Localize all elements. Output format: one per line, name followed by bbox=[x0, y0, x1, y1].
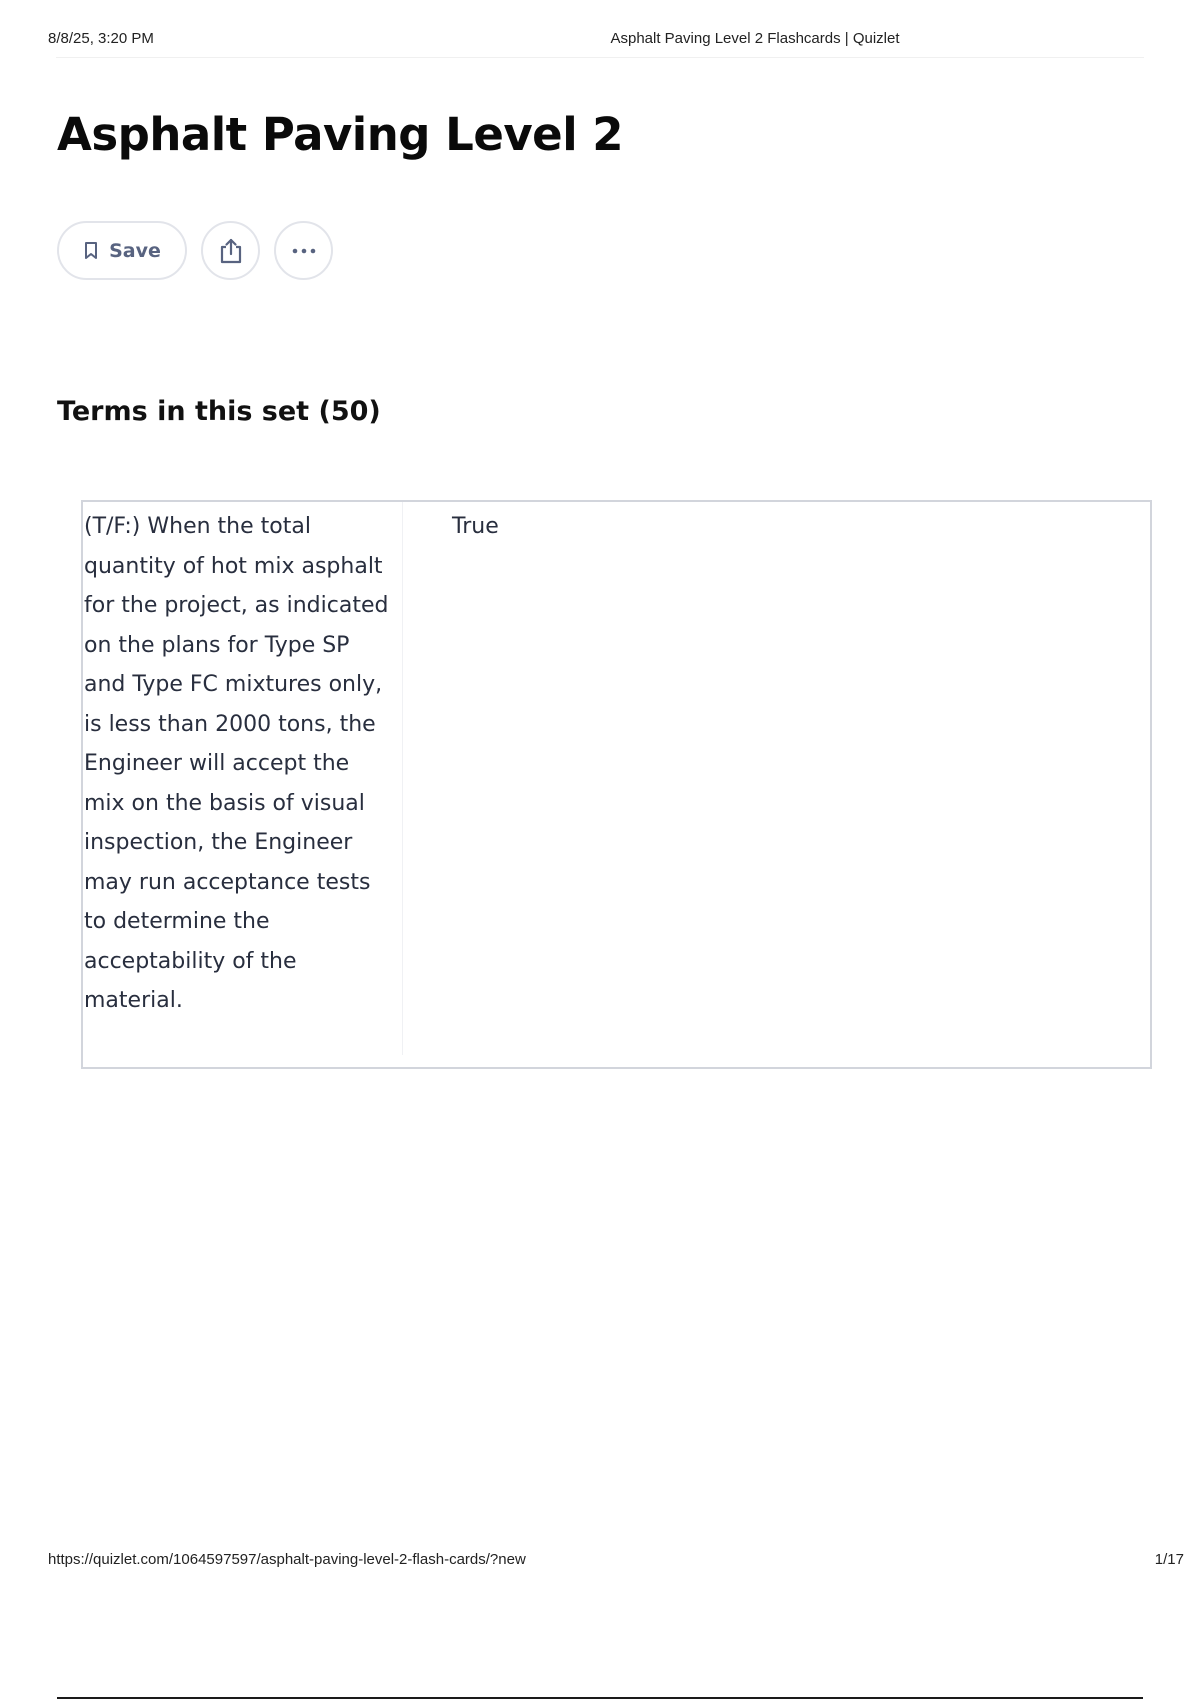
more-options-icon bbox=[290, 247, 318, 255]
print-header bbox=[48, 30, 1152, 50]
flashcard-term: (T/F:) When the total quantity of hot mix asphalt for the project, as indicated on the plans for Type SP and Type FC mixtures only, is less than 2000 tons, the Engineer will accept the mix on the basis of visual inspection, the Engineer may run acceptance tests to determine the acceptability of the material. bbox=[83, 502, 403, 1055]
print-datetime: 8/8/25, 3:20 PM bbox=[48, 30, 154, 47]
save-button[interactable] bbox=[57, 221, 187, 280]
terms-heading: Terms in this set (50) bbox=[57, 396, 381, 427]
header-divider bbox=[56, 57, 1144, 58]
set-actions bbox=[57, 221, 333, 280]
bookmark-icon bbox=[83, 241, 99, 260]
print-page-number: 1/17 bbox=[1154, 1551, 1184, 1568]
flashcard-row bbox=[81, 500, 1152, 1069]
print-footer bbox=[48, 1551, 1184, 1571]
print-url: https://quizlet.com/1064597597/asphalt-paving-level-2-flash-cards/?new bbox=[48, 1551, 526, 1568]
page-bottom-divider bbox=[57, 1697, 1143, 1699]
save-button-label: Save bbox=[109, 239, 161, 262]
more-options-button[interactable] bbox=[274, 221, 333, 280]
share-icon bbox=[218, 237, 244, 265]
page-title: Asphalt Paving Level 2 bbox=[57, 108, 624, 161]
print-document-title: Asphalt Paving Level 2 Flashcards | Quizlet bbox=[610, 30, 900, 47]
flashcard-definition: True bbox=[452, 514, 499, 539]
share-button[interactable] bbox=[201, 221, 260, 280]
